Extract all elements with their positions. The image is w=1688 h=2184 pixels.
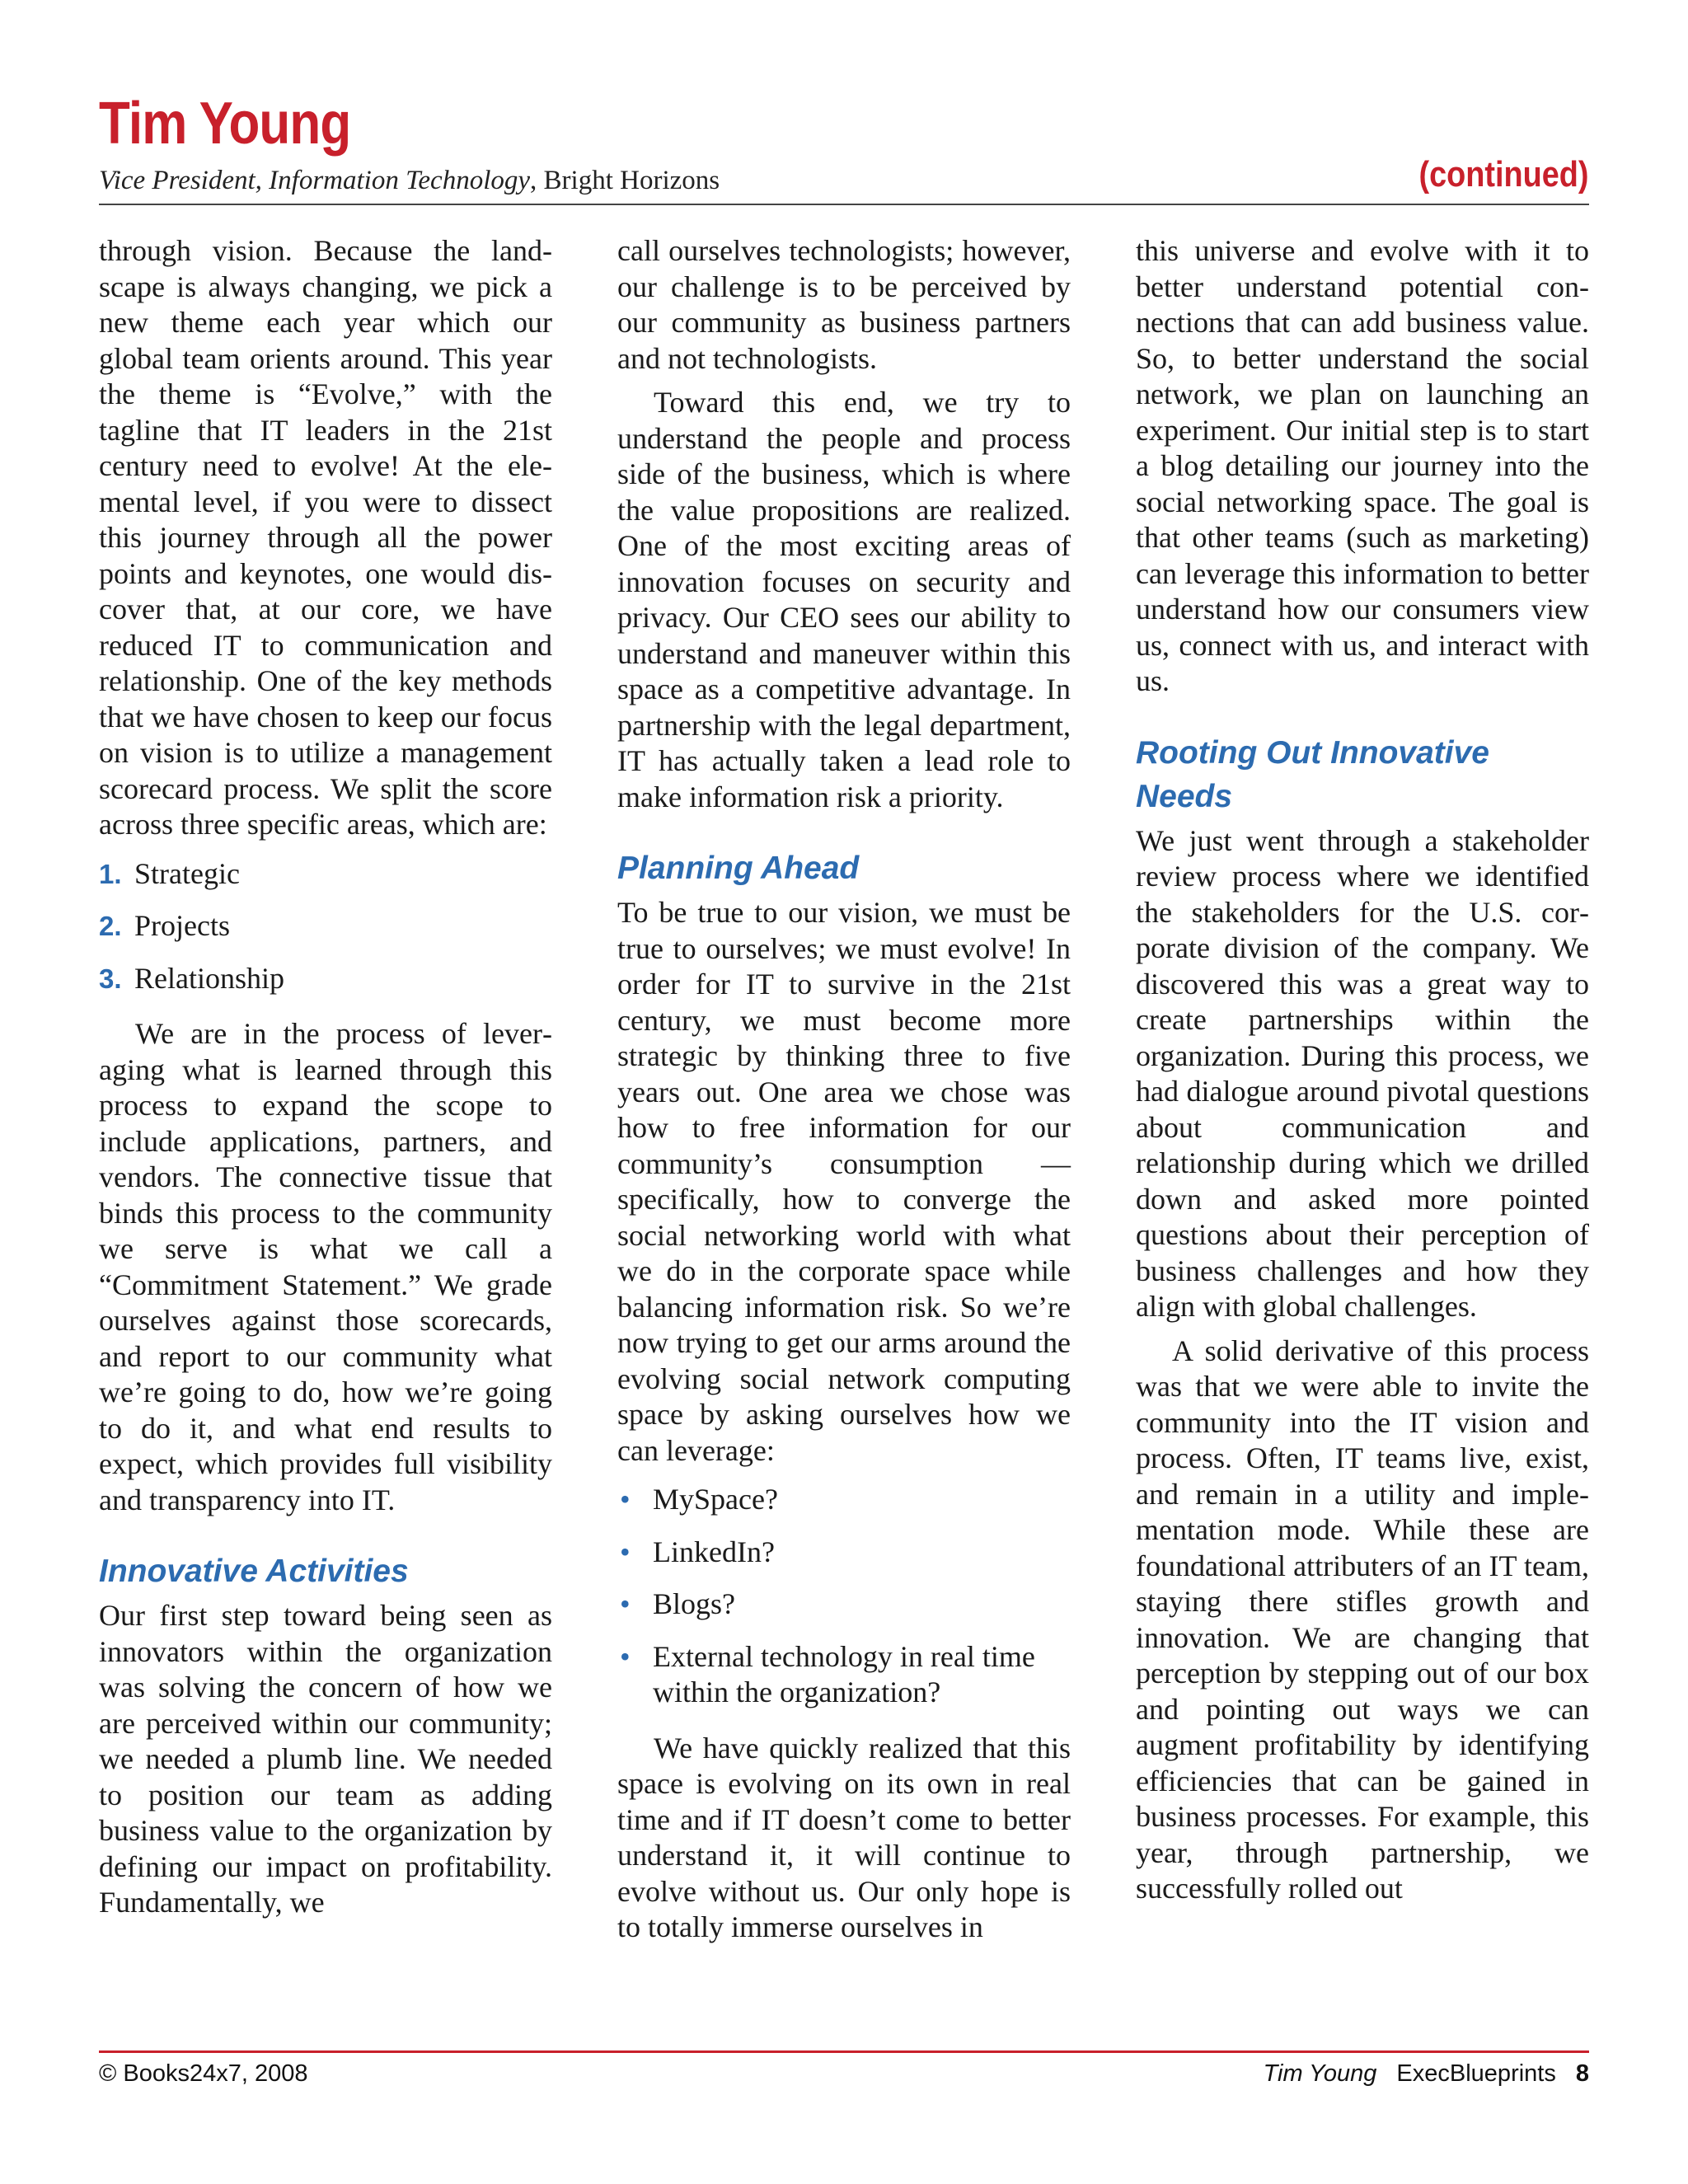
bullet-icon: • xyxy=(620,1483,631,1516)
col1-paragraph-3: Our first step toward being seen as innovators within the organization was solving the concern of how we are perceived within our community; we needed a plumb line. We needed to position our team as adding business value to the organization by defining our impact on profitability. Fundamentally, we xyxy=(99,1599,552,1919)
footer-rule xyxy=(99,2050,1589,2053)
list-item xyxy=(99,908,552,944)
col3-paragraph-1: this universe and evolve with it to better understand potential connections that can add business value. So, to better understand the social network, we plan on launching an experiment. Our initial step is to start a blog detailing our journey into the social networking space. The goal is that other teams (such as marketing) can leverage this information to better understand how our consumers view us, connect with us, and interact with us. xyxy=(1136,234,1589,697)
job-title: Vice President, Information Technology xyxy=(99,166,531,195)
col2-paragraph-3: To be true to our vision, we must be true to ourselves; we must evolve! In order for IT to survive in the 21st century, we must become more strategic by thinking three to five years out. One area we chose was how to free information for our community’s consumption — specifically, how to converge the social networking world with what we do in the corporate space while balancing information risk. So we’re now trying to get our arms around the evolving social network computing space by asking ourselves how we can leverage: xyxy=(617,896,1071,1467)
col2-paragraph-4: We have quickly realized that this space is evolving on its own in real time and if IT doesn’t come to better understand it, it will continue to evolve without us. Our only hope is to totally immerse ourselves in xyxy=(617,1731,1071,1943)
bullet-icon: • xyxy=(620,1535,631,1568)
list-item xyxy=(617,1535,1071,1571)
list-text: Strategic xyxy=(134,856,240,890)
list-number: 3. xyxy=(99,963,122,994)
col2-paragraph-1: call ourselves technologists; however, our challenge is to be perceived by our community as business partners and not technologists. xyxy=(617,234,1071,375)
copyright: © Books24x7, 2008 xyxy=(99,2060,308,2087)
list-text: Projects xyxy=(134,909,230,942)
bullet-text: External technology in real time within the organization? xyxy=(653,1639,1035,1708)
column-1 xyxy=(99,233,552,1928)
list-number: 1. xyxy=(99,858,122,889)
leverage-bullet-list xyxy=(617,1482,1071,1711)
column-3 xyxy=(1136,233,1589,1914)
col3-paragraph-2: We just went through a stakeholder review process where we identified the stakeholders for the U.S. corporate division of the company. We discovered this was a great way to create partnerships within the organization. During this process, we had dialogue around pivotal questions about communication and relationship during which we drilled down and asked more pointed questions about their perception of business challenges and how they align with global challenges. xyxy=(1136,823,1589,1323)
list-item xyxy=(617,1586,1071,1623)
list-item xyxy=(617,1482,1071,1518)
bullet-icon: • xyxy=(620,1639,631,1673)
company-name: , Bright Horizons xyxy=(530,166,720,195)
scorecard-list xyxy=(99,856,552,997)
heading-rooting-out-innovative-needs: Rooting Out Innovative Needs xyxy=(1136,734,1489,814)
continued-label: (continued) xyxy=(1419,154,1589,194)
heading-planning-ahead: Planning Ahead xyxy=(617,851,860,886)
col3-paragraph-3: A solid derivative of this process was that we were able to invite the community into the IT vision and process. Often, IT teams live, exist, and remain in a utility and implementation mode. While these are foundational attributers of an IT team, staying there stifles growth and innovation. We are changing that perception by stepping out of our box and pointing out ways we can augment profitability by identifying efficiencies that can be gained in business processes. For example, this year, through partnership, we successfully rolled out xyxy=(1136,1333,1589,1905)
header-rule xyxy=(99,204,1589,205)
col1-paragraph-2: We are in the process of leveraging what is learned through this process to expand the scope to include applications, partners, and vendors. The connective tissue that binds this process to the community we serve is what we call a “Commitment Statement.” We grade ourselves against those scorecards, and report to our community what we’re going to do, how we’re going to do it, and what end results to expect, which provides full visibility and transparency into IT. xyxy=(99,1017,552,1516)
list-item xyxy=(99,961,552,997)
bullet-text: LinkedIn? xyxy=(653,1535,775,1568)
heading-innovative-activities: Innovative Activities xyxy=(99,1554,409,1589)
author-title xyxy=(99,163,720,198)
footer-author: Tim Young xyxy=(1263,2060,1377,2087)
list-item xyxy=(99,856,552,893)
bullet-text: Blogs? xyxy=(653,1587,736,1620)
col1-paragraph-1: through vision. Because the landscape is always changing, we pick a new theme each year which our global team orients around. This year the theme is “Evolve,” with the tagline that IT leaders in the 21st century need to evolve! At the elemental level, if you were to dissect this journey through all the power points and keynotes, one would discover that, at our core, we have reduced IT to communication and relationship. One of the key methods that we have chosen to keep our focus on vision is to utilize a management scorecard process. We split the score across three specific areas, which are: xyxy=(99,234,552,841)
footer-info xyxy=(1264,2057,1589,2090)
bullet-text: MySpace? xyxy=(653,1483,778,1516)
author-name: Tim Young xyxy=(99,91,351,157)
publication-name: ExecBlueprints xyxy=(1396,2060,1556,2087)
page-number: 8 xyxy=(1575,2060,1589,2087)
list-number: 2. xyxy=(99,911,122,941)
col2-paragraph-2: Toward this end, we try to understand the people and process side of the business, which is where the value propositions are realized. One of the most exciting areas of innovation focuses on security and privacy. Our CEO sees our ability to understand and maneuver within this space as a competitive advantage. In partnership with the legal department, IT has actually taken a lead role to make information risk a priority. xyxy=(617,386,1071,813)
column-2 xyxy=(617,233,1071,1952)
list-item xyxy=(617,1639,1071,1711)
list-text: Relationship xyxy=(134,961,284,995)
bullet-icon: • xyxy=(620,1587,631,1620)
